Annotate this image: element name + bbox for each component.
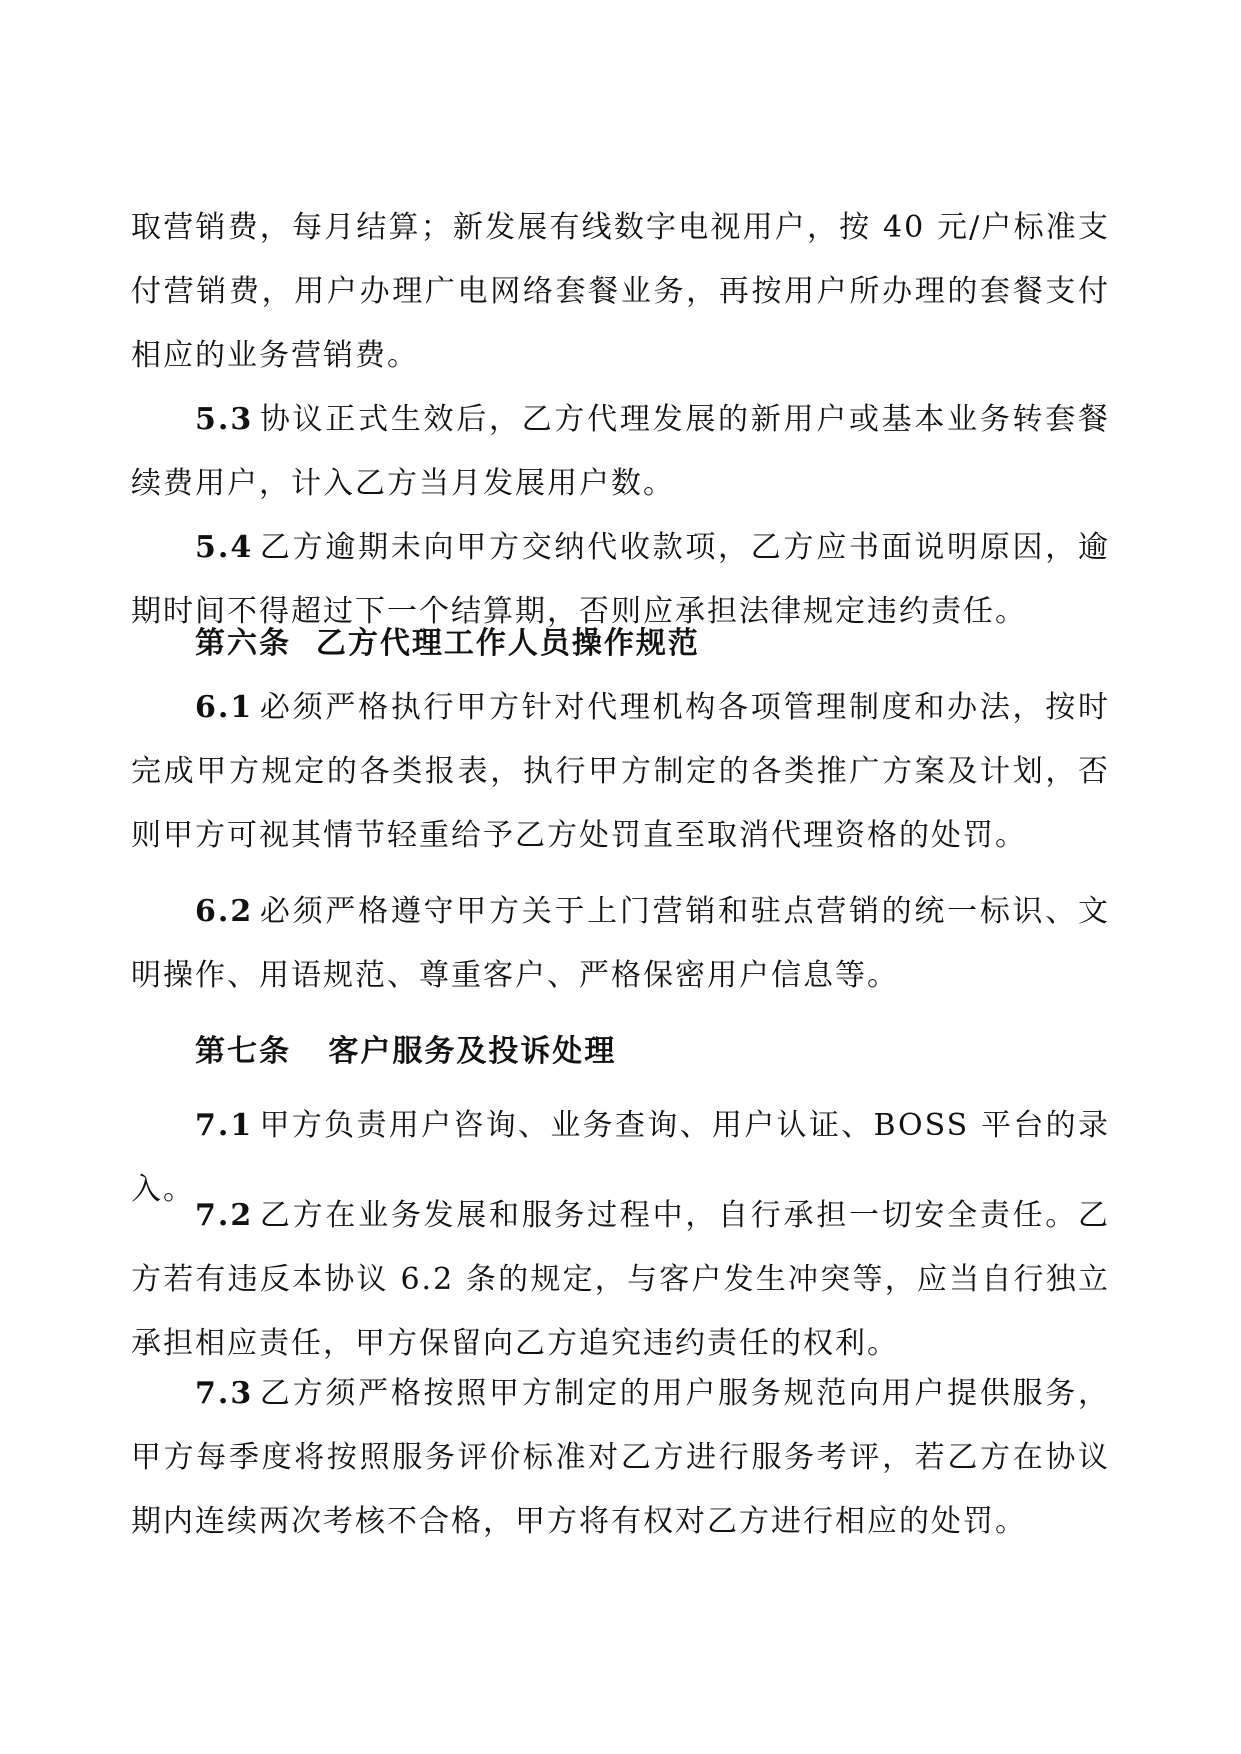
clause-6-1 [131, 676, 1110, 868]
clause-number: 7.3 [195, 1376, 254, 1411]
clause-text: 协议正式生效后，乙方代理发展的新用户或基本业务转套餐续费用户，计入乙方当月发展用户数。 [131, 402, 1110, 501]
paragraph-continuation: 取营销费，每月结算；新发展有线数字电视用户，按 40 元/户标准支付营销费，用户办理广电网络套餐业务，再按用户所办理的套餐支付相应的业务营销费。 [131, 210, 1110, 373]
clause-text: 乙方逾期未向甲方交纳代收款项，乙方应书面说明原因，逾期时间不得超过下一个结算期，否则应承担法律规定违约责任。 [131, 530, 1110, 629]
clause-number: 6.1 [195, 690, 254, 725]
clause-text: 乙方在业务发展和服务过程中，自行承担一切安全责任。乙方若有违反本协议 6.2 条的规定，与客户发生冲突等，应当自行独立承担相应责任，甲方保留向乙方追究违约责任的权利。 [131, 1198, 1110, 1361]
clause-6-2 [131, 880, 1110, 1008]
article-6-heading: 第六条 乙方代理工作人员操作规范 [195, 626, 700, 661]
clause-number: 5.3 [195, 402, 254, 437]
clause-5-3 [131, 388, 1110, 516]
clause-7-3 [131, 1362, 1110, 1554]
clause-number: 5.4 [195, 530, 254, 565]
clause-text: 必须严格执行甲方针对代理机构各项管理制度和办法，按时完成甲方规定的各类报表，执行甲方制定的各类推广方案及计划，否则甲方可视其情节轻重给予乙方处罚直至取消代理资格的处罚。 [131, 690, 1110, 853]
clause-text: 甲方负责用户咨询、业务查询、用户认证、BOSS 平台的录入。 [131, 1108, 1110, 1207]
clause-7-2 [131, 1184, 1110, 1376]
article-7-heading: 第七条 客户服务及投诉处理 [195, 1034, 617, 1069]
clause-number: 6.2 [195, 894, 254, 929]
clause-text: 必须严格遵守甲方关于上门营销和驻点营销的统一标识、文明操作、用语规范、尊重客户、严格保密用户信息等。 [131, 894, 1110, 993]
clause-text: 乙方须严格按照甲方制定的用户服务规范向用户提供服务，甲方每季度将按照服务评价标准对乙方进行服务考评，若乙方在协议期内连续两次考核不合格，甲方将有权对乙方进行相应的处罚。 [131, 1376, 1110, 1539]
clause-number: 7.1 [195, 1108, 254, 1143]
clause-number: 7.2 [195, 1198, 254, 1233]
document-page [131, 0, 1110, 1754]
